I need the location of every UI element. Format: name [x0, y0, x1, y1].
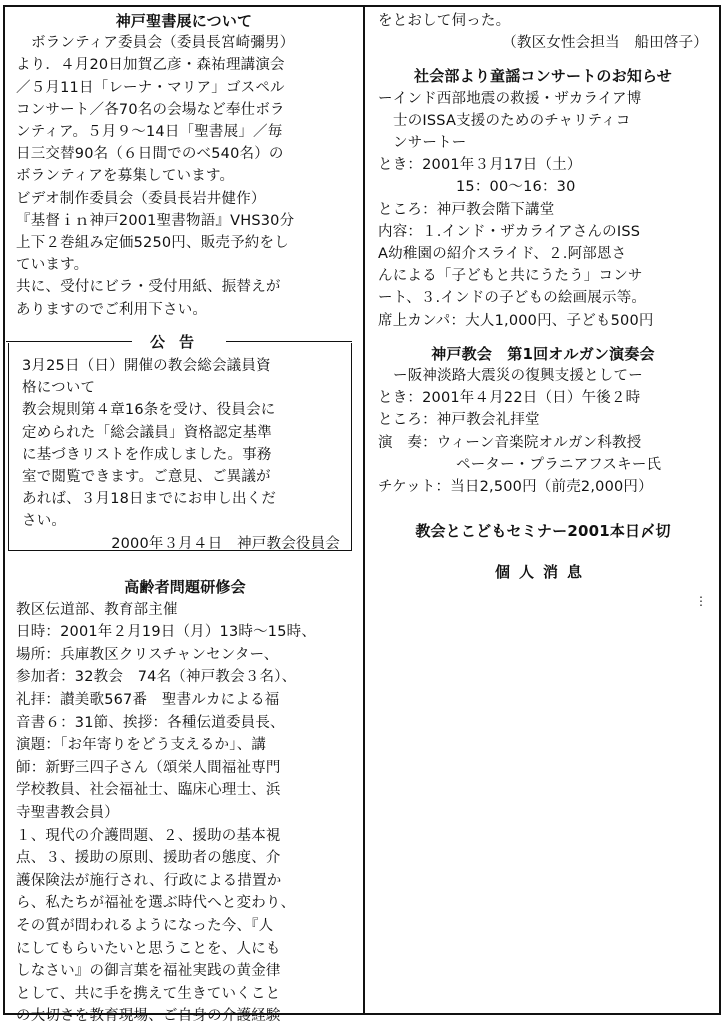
seminar-line: その質が問われるようになった今、『人 [16, 917, 274, 934]
notice-line: 3月25日（日）開催の教会総会議員資 [22, 358, 271, 374]
seminar-line: 寺聖書教会員） [16, 804, 119, 821]
body-line: ／５月11日「レーナ・マリア」ゴスペル [16, 79, 285, 96]
concert-subtitle-line: ーインド西部地震の救援・ザカライア博 [378, 90, 642, 107]
concert-subtitle-line: 士のISSA支援のためのチャリティコ [393, 112, 631, 129]
seminar-line: 教区伝道部、教育部主催 [16, 601, 178, 618]
concert-content-line: んによる「子どもと共にうたう」コンサ [378, 268, 643, 285]
byline: （教区女性会担当 船田啓子） [502, 35, 708, 52]
concert-content-line: ート、３.インドの子どもの絵画展示等。 [378, 290, 647, 307]
organ-line: とき：2001年４月22日（日）午後２時 [378, 390, 641, 407]
organ-line: ところ：神戸教会礼拝堂 [378, 412, 540, 429]
notice-content [22, 355, 348, 555]
notice-rule-left [6, 341, 132, 342]
body-line: ボランティア委員会（委員長宮崎彌男） [31, 35, 295, 52]
notice-line: 格について [22, 380, 96, 397]
concert-where: ところ：神戸教会階下講堂 [378, 201, 555, 218]
organ-ticket: チケット：当日2,500円（前売2,000円） [378, 479, 653, 496]
seminar-line: として、共に手を携えて生きていくこと [16, 985, 281, 1002]
body-line: ビデオ制作委員会（委員長岩井健作） [16, 190, 266, 207]
seminar-line: 点、３、援助の原則、援助者の態度、介 [16, 850, 281, 867]
concert-content-line: A幼稚園の紹介スライド、２.阿部恩さ [378, 246, 627, 263]
organ-line: 演 奏：ウィーン音楽院オルガン科教授 [378, 434, 642, 451]
body-line: より．４月20日加賀乙彦・森祐理講演会 [16, 57, 285, 74]
notice-line: 定められた「総会議員」資格認定基準 [22, 424, 272, 441]
seminar-line: 参加者：32教会 74名（神戸教会３名）、 [16, 669, 297, 686]
concert-fee: 席上カンパ：大人1,000円、子ども500円 [378, 312, 654, 329]
spacer [378, 54, 708, 65]
organ-performer: ペーター・プラニアフスキー氏 [456, 456, 662, 473]
organ-subtitle: ー阪神淡路大震災の復興支援としてー [393, 368, 643, 385]
body-line: ています。 [16, 257, 89, 274]
deadline-line: 教会とこどもセミナー2001本日〆切 [415, 522, 671, 541]
seminar-line: 学校教員、社会福祉士、臨床心理士、浜 [16, 782, 281, 799]
spacer [378, 498, 708, 520]
notice-signature: 2000年３月４日 神戸教会役員会 [111, 535, 340, 552]
notice-line: 室で閲覧できます。ご意見、ご異議が [22, 469, 271, 486]
seminar-line: にしてもらいたいと思うことを、人にも [16, 940, 281, 957]
seminar-section [16, 576, 354, 1028]
spacer [378, 332, 708, 343]
body-line: 『基督ｉｎ神戸2001聖書物語』VHS30分 [16, 212, 295, 229]
body-line: 日三交替90名（６日間でのべ540名）の [16, 146, 284, 163]
notice-heading: 公告 [150, 332, 209, 351]
concert-subtitle-line: ンサートー [393, 135, 467, 152]
body-line: ありますのでご利用下さい。 [16, 301, 208, 318]
seminar-line: 音書６：31節、挨拶：各種伝道委員長、 [16, 714, 285, 731]
seminar-line: しなさい』の御言葉を福祉実践の黄金律 [16, 963, 281, 980]
body-line: ボランティアを募集しています。 [16, 168, 235, 185]
seminar-title: 高齢者問題研修会 [124, 578, 246, 596]
seminar-line: ら、私たちが福祉を選ぶ時代へと変わり、 [16, 895, 296, 912]
column-divider [363, 5, 365, 1015]
organ-title: 神戸教会 第1回オルガン演奏会 [431, 344, 655, 363]
trailing-marks: ⋮ [695, 594, 707, 608]
spacer [378, 542, 708, 561]
seminar-line: 師：新野三四子さん（頌栄人間福祉専門 [16, 759, 281, 776]
body-line: 共に、受付にビラ・受付用紙、振替えが [16, 279, 281, 296]
seminar-line: 礼拝：讃美歌567番 聖書ルカによる福 [16, 691, 280, 708]
concert-content-line: 内容：１.インド・ザカライアさんのISS [378, 223, 641, 240]
seminar-line: 日時：2001年２月19日（月）13時～15時、 [16, 624, 317, 641]
seminar-line: 護保険法が施行され、行政による措置か [16, 872, 282, 889]
left-column [16, 10, 352, 321]
seminar-line: 場所：兵庫教区クリスチャンセンター、 [16, 646, 279, 663]
personal-news-title: 個人消息 [494, 563, 591, 582]
seminar-line: 演題：「お年寄りをどう支えるか」、講 [16, 737, 267, 754]
seminar-line: １、現代の介護問題、２、援助の基本視 [16, 827, 281, 844]
concert-when: とき：2001年３月17日（土） [378, 157, 582, 174]
body-line: ンティア。５月９～14日「聖書展」／毎 [16, 124, 283, 141]
concert-time: 15：00～16：30 [456, 179, 576, 196]
body-line: 上下２巻組み定価5250円、販売予約をし [16, 235, 289, 252]
body-line: コンサート／各70名の会場など奉仕ボラ [16, 101, 285, 118]
concert-title: 社会部より童謡コンサートのお知らせ [414, 67, 672, 86]
section-title-bible-exhibition: 神戸聖書展について [115, 12, 253, 30]
notice-line: あれば、３月18日までにお申し出くだ [22, 491, 277, 508]
notice-rule-right [226, 341, 352, 342]
notice-line: さい。 [22, 513, 67, 530]
right-column [378, 10, 708, 584]
seminar-line: の大切さを教育現場、ご自身の介護経験 [16, 1008, 281, 1025]
continuation-line: をとおして伺った。 [378, 13, 511, 29]
notice-line: 教会規則第４章16条を受け、役員会に [22, 402, 276, 419]
notice-line: に基づきリストを作成しました。事務 [22, 446, 272, 463]
